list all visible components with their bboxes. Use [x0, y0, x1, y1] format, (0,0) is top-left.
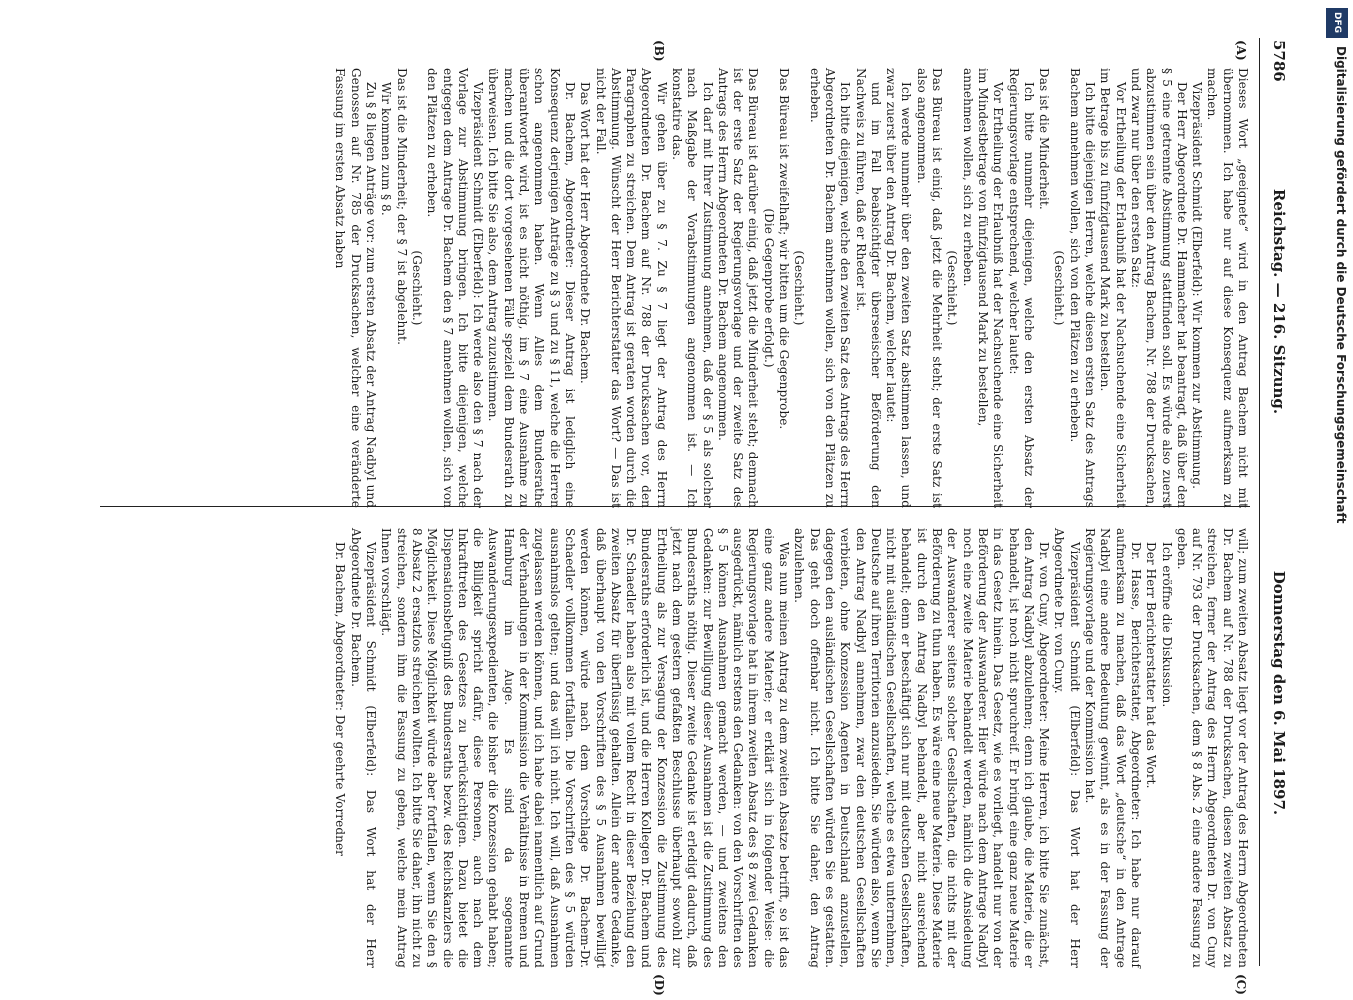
paragraph: Dieses Wort „geeignete“ wird in den Antrag Bachem nicht mit übernommen. Ich habe nur auf diese Konsequenz aufmerksam zu machen.: [1205, 68, 1250, 508]
paragraph: Ich eröffne die Diskussion.: [1159, 542, 1174, 708]
paragraph: Ich darf mit Ihrer Zustimmung annehmen, daß der § 5 als solcher nach Maßgabe der Vorabstimmungen angenommen ist. — Ich konstatire das.: [670, 68, 715, 508]
paragraph: annehmen wollen, sich zu erheben.: [960, 68, 975, 287]
paragraph: Dr. von Cuny, Abgeordneter: Meine Herren, ich bitte Sie zunächst, den Antrag Nadbyl abzulehnen; denn ich glaube, die Materie, die er behandelt, ist noch nicht spruchreif. Er bringt eine ganz neue Materie in das Gesetz hinein. Das Gesetz, wie es vorliegt, handelt nur von der Beförderung der Auswanderer. Hier würde nach dem Antrage Nadbyl noch eine zweite Materie behandelt werden, nämlich die Ansiedelung der Auswanderer seitens solcher Gesellschaften, die nichts mit der Beförderung zu thun haben. Es wäre eine neue Materie. Diese Materie ist durch den Antrag Nadbyl behandelt, aber nicht ausreichend behandelt; denn er beschäftigt sich nur mit deutschen Gesellschaften, nicht mit ausländischen Gesellschaften, welche es etwa unternehmen, Deutsche auf ihren Territorien anzusiedeln. Sie würden also, wenn Sie den Antrag Nadbyl annehmen, zwar den deutschen Gesellschaften verbieten, ohne Konzession Agenten in Deutschland anzustellen, dagegen den ausländischen Gesellschaften würden Sie es gestatten. Das geht doch offenbar nicht. Ich bitte Sie daher, den Antrag abzulehnen.: [792, 528, 1052, 968]
paragraph: und im Fall beabsichtigter überseeischer Beförderung den Nachweis zu führen, daß er Rheder ist.: [853, 68, 883, 508]
margin-mark-a: (A): [1234, 40, 1248, 61]
stage-direction: (Die Gegenprobe erfolgt.): [761, 208, 776, 368]
running-title-left: Reichstag. — 216. Sitzung.: [1270, 188, 1288, 415]
paragraph: Das ist die Minderheit.: [1037, 68, 1052, 210]
running-title: [1270, 38, 1288, 966]
paragraph: Das Wort hat der Herr Abgeordnete Dr. Bachem.: [578, 82, 593, 384]
paragraph: Vor Ertheilung der Erlaubniß hat der Nachsuchende eine Sicherheit im Mindestbetrage von fünfzigtausend Mark zu bestellen,: [975, 68, 1006, 508]
paragraph: Das Büreau ist zweifelhaft; wir bitten um die Gegenprobe.: [777, 68, 792, 430]
paragraph: Wir kommen zum § 8.: [379, 82, 394, 216]
stage-direction: (Geschieht.): [792, 250, 807, 326]
paragraph: will; zum zweiten Absatz liegt vor der Antrag des Herrn Abgeordneten Dr. Bachem auf Nr. 788 der Drucksachen, diesen zweiten Absatz zu streichen, ferner der Antrag des Herrn Abgeordneten Dr. von Cuny auf Nr. 793 der Drucksachen, dem § 8 Abs. 2 eine andere Fassung zu geben.: [1174, 528, 1250, 968]
running-title-right: Donnerstag den 6. Mai 1897.: [1270, 570, 1288, 816]
column-divider: [100, 506, 1250, 507]
paragraph: Ich werde nunmehr über den zweiten Satz abstimmen lassen, und zwar zuerst über den Antrag Dr. Bachem, welcher lautet:: [884, 68, 914, 508]
margin-mark-c: (C): [1234, 974, 1248, 995]
paragraph: Der Herr Abgeordnete Dr. Hammacher hat beantragt, daß über den § 5 eine getrennte Abstimmung stattfinden soll. Es würde also zuerst abzustimmen sein über den Antrag Bachem, Nr. 788 der Drucksachen, und zwar nur über den ersten Satz:: [1128, 68, 1189, 508]
page-header: [1259, 38, 1294, 966]
paragraph: Ich bitte diejenigen Herren, welche diesen ersten Satz des Antrags Bachem annehmen wollen, sich von den Plätzen zu erheben.: [1067, 68, 1098, 508]
stage-direction: (Geschieht.): [409, 250, 424, 326]
margin-mark-b: (B): [652, 40, 666, 62]
document-page: [54, 38, 1294, 996]
digitization-notice: Digitalisierung gefördert durch die Deutsche Forschungsgemeinschaft: [1334, 46, 1348, 524]
paragraph: Zu § 8 liegen Anträge vor: zum ersten Absatz der Antrag Nadbyl und Genossen auf Nr. 785 der Drucksachen, welcher eine veränderte Fassung im ersten Absatz haben: [333, 68, 379, 509]
paragraph: Vizepräsident Schmidt (Elberfeld): Wir kommen zur Abstimmung.: [1190, 82, 1205, 490]
paragraph: Der Herr Berichterstatter hat das Wort.: [1144, 542, 1159, 789]
paragraph: Was nun meinen Antrag zu dem zweiten Absatze betrifft, so ist das eine ganz andere Materie; er erklärt sich in folgender Weise: die Regierungsvorlage hat in ihrem zweiten Absatz des § 8 zwei Gedanken ausgedrückt, nämlich erstens den Gedanken: von den Vorschriften des § 5 können Ausnahmen gemacht werden, — und zweitens den Gedanken: zur Bewilligung dieser Ausnahmen ist die Zustimmung des Bundesraths nöthig. Dieser zweite Gedanke ist erledigt dadurch, daß jetzt nach dem gestern gefaßten Beschlusse überhaupt sowohl zur Ertheilung als zur Versagung der Konzession die Zustimmung des Bundesraths erforderlich ist, und die Herren Kollegen Dr. Bachem und Dr. Schaedler haben also mit vollem Recht in dieser Beziehung den zweiten Absatz für überflüssig gehalten. Allein der andere Gedanke, daß überhaupt von den Vorschriften des § 5 Ausnahmen bewilligt werden können, würde nach dem Vorschlage Dr. Bachem-Dr. Schaedler vollkommen fortfallen. Die Vorschriften des § 5 würden ausnahmslos gelten; und das will ich nicht. Ich will, daß Ausnahmen zugelassen werden können, und ich habe dabei namentlich auf Grund der Verhandlungen in der Kommission die Verhältnisse in Bremen und Hamburg im Auge. Es sind da sogenannte Auswanderungsexpedienten, die bisher die Konzession gehabt haben; die Billigkeit spricht dafür, diese Personen, auch nach dem Inkrafttreten des Gesetzes zu berücksichtigen. Dazu bietet die Dispensationsbefugniß des Bundesraths bezw. des Reichskanzlers die Möglichkeit. Diese Möglichkeit würde aber fortfallen, wenn Sie den § 8 Absatz 2 ersatzlos streichen wollten. Ich bitte Sie daher, ihn nicht zu streichen, sondern ihm die Fassung zu geben, welche mein Antrag Ihnen vorschlägt.: [379, 528, 792, 968]
paragraph: Ich bitte nunmehr diejenigen, welche den ersten Absatz der Regierungsvorlage entsprechend, welcher lautet:: [1006, 68, 1036, 508]
text-column-left: [80, 68, 1250, 508]
dfg-logo: DFG: [1326, 8, 1348, 38]
margin-mark-d: (D): [652, 974, 666, 996]
digitization-sidebar: [1318, 6, 1352, 996]
stage-direction: (Geschieht.): [1052, 250, 1067, 326]
paragraph: Ich bitte diejenigen, welche den zweiten Satz des Antrags des Herrn Abgeordneten Dr. Bachem annehmen wollen, sich von den Plätzen zu erheben.: [807, 68, 853, 508]
paragraph: Vor Ertheilung der Erlaubniß hat der Nachsuchende eine Sicherheit im Betrage bis zu fünfzigtausend Mark zu bestellen.: [1098, 68, 1128, 508]
paragraph: Dr. Bachem, Abgeordneter: Der geehrte Vorredner: [333, 542, 348, 856]
paragraph: Dr. Bachem, Abgeordneter: Dieser Antrag ist lediglich eine Konsequenz derjenigen Anträge zu § 3 und zu § 11, welche die Herren schon angenommen haben. Wenn Alles dem Bundesrathe überantwortet wird, ist es nicht nöthig, im § 7 eine Ausnahme zu machen und die dort vorgesehenen Fälle speziell dem Bundesrath zu überweisen. Ich bitte Sie also, dem Antrag zuzustimmen.: [486, 68, 577, 508]
paragraph: Vizepräsident Schmidt (Elberfeld): Ich werde also den § 7 nach der Vorlage zur Abstimmung bringen. Ich bitte diejenigen, welche entgegen dem Antrage Dr. Bachem den § 7 annehmen wollen, sich von den Plätzen zu erheben.: [425, 68, 486, 508]
page-number: 5786: [1270, 40, 1288, 82]
paragraph: Das Büreau ist einig, daß jetzt die Mehrheit steht; der erste Satz ist also angenommen.: [914, 68, 945, 508]
paragraph: Vizepräsident Schmidt (Elberfeld): Das Wort hat der Herr Abgeordnete Dr. Bachem.: [348, 528, 379, 968]
paragraph: Wir gehen über zu § 7. Zu § 7 liegt der Antrag des Herrn Abgeordneten Dr. Bachem auf Nr. 788 der Drucksachen vor, den Paragraphen zu streichen. Dem Antrag ist geraten worden durch die Abstimmung. Wünscht der Herr Berichterstatter das Wort? — Das ist nicht der Fall.: [593, 68, 669, 508]
stage-direction: (Geschieht.): [945, 250, 960, 326]
paragraph: Dr. Hasse, Berichterstatter, Abgeordneter: Ich habe nur darauf aufmerksam zu machen, daß das Wort „deutsche“ in den Antrage Nadbyl eine andere Bedeutung gewinnt, als es in der Fassung der Regierungsvorlage und der Kommission hat.: [1083, 528, 1143, 968]
paragraph: Das Büreau ist darüber einig, daß jetzt die Minderheit steht; demnach ist der erste Satz der Regierungsvorlage und der zweite Satz des Antrags des Herrn Abgeordneten Dr. Bachem angenommen.: [715, 68, 761, 508]
text-column-right: [80, 528, 1250, 968]
paragraph: Das ist die Minderheit; der § 7 ist abgelehnt.: [394, 68, 409, 346]
paragraph: Vizepräsident Schmidt (Elberfeld): Das Wort hat der Herr Abgeordnete Dr. von Cuny.: [1052, 528, 1082, 968]
